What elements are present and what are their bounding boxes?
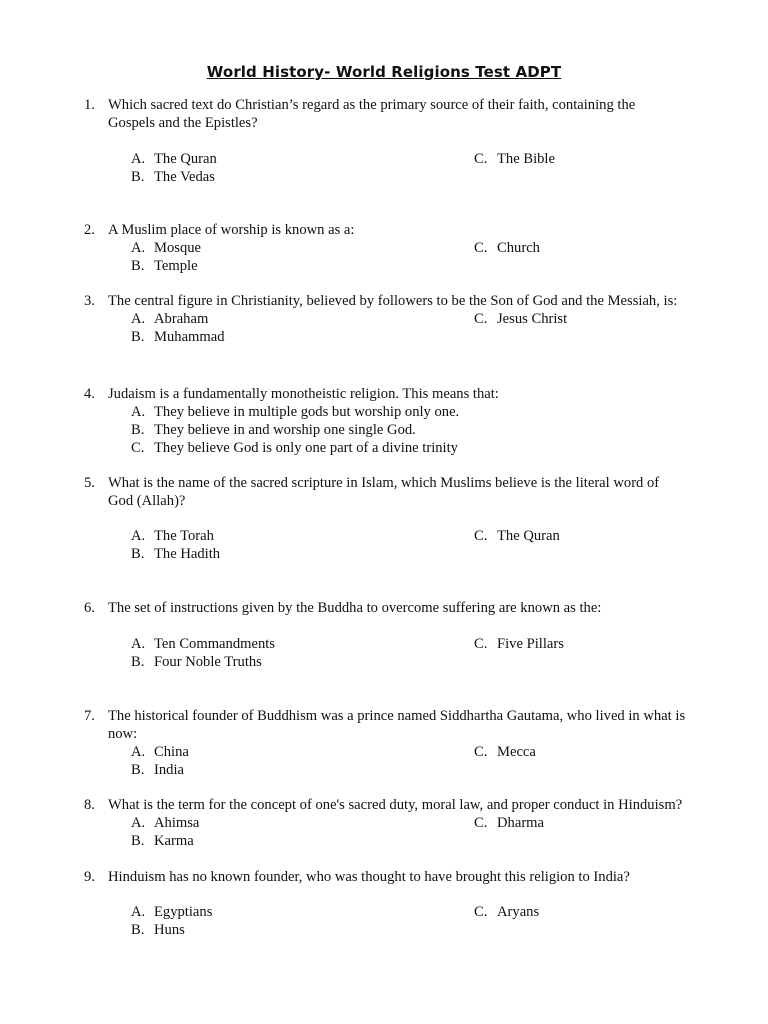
option-text: Five Pillars: [497, 636, 564, 652]
option-text: They believe in multiple gods but worship only one.: [154, 404, 460, 420]
option-text: Huns: [154, 922, 185, 938]
option-text: China: [154, 744, 189, 760]
option-text: Karma: [154, 833, 194, 849]
option-letter: C.: [474, 636, 488, 652]
question-number: 1.: [84, 97, 95, 113]
option-letter: A.: [131, 240, 146, 256]
question-text: The historical founder of Buddhism was a prince named Siddhartha Gautama, who lived in what is: [108, 708, 686, 724]
option-text: The Quran: [154, 151, 217, 167]
option-text: Egyptians: [154, 904, 213, 920]
question-number: 6.: [84, 600, 95, 616]
option-letter: C.: [474, 744, 488, 760]
question-text: Gospels and the Epistles?: [108, 115, 258, 131]
option-text: Dharma: [497, 815, 545, 831]
option-letter: A.: [131, 636, 146, 652]
question-text: The central figure in Christianity, believed by followers to be the Son of God and the Messiah, is:: [108, 293, 678, 309]
option-text: Temple: [154, 258, 198, 274]
option-text: Aryans: [497, 904, 540, 920]
option-text: They believe in and worship one single God.: [154, 422, 416, 438]
option-letter: C.: [474, 151, 488, 167]
option-text: The Vedas: [154, 169, 215, 185]
question-number: 8.: [84, 797, 95, 813]
question-text: Which sacred text do Christian’s regard as the primary source of their faith, containing the: [108, 97, 636, 113]
option-text: Ten Commandments: [154, 636, 275, 652]
question-number: 2.: [84, 222, 95, 238]
option-text: The Hadith: [154, 546, 221, 562]
option-text: The Torah: [154, 528, 214, 544]
option-text: The Quran: [497, 528, 560, 544]
question-text: God (Allah)?: [108, 493, 186, 509]
option-letter: C.: [474, 311, 488, 327]
option-text: The Bible: [497, 151, 555, 167]
option-text: Muhammad: [154, 329, 225, 345]
option-letter: A.: [131, 151, 146, 167]
option-text: Mosque: [154, 240, 202, 256]
option-letter: A.: [131, 744, 146, 760]
question-text: What is the name of the sacred scripture in Islam, which Muslims believe is the literal word of: [108, 475, 660, 491]
option-letter: C.: [474, 815, 488, 831]
question-text: A Muslim place of worship is known as a:: [108, 222, 355, 238]
option-text: Abraham: [154, 311, 209, 327]
question-number: 3.: [84, 293, 95, 309]
document-title: World History- World Religions Test ADPT: [206, 63, 562, 81]
option-letter: B.: [131, 422, 145, 438]
option-letter: B.: [131, 546, 145, 562]
option-text: India: [154, 762, 184, 778]
option-letter: B.: [131, 833, 145, 849]
option-text: Four Noble Truths: [154, 654, 262, 670]
option-text: Jesus Christ: [497, 311, 568, 327]
option-text: Mecca: [497, 744, 536, 760]
option-letter: B.: [131, 329, 145, 345]
option-letter: B.: [131, 922, 145, 938]
option-letter: B.: [131, 654, 145, 670]
option-letter: B.: [131, 169, 145, 185]
question-number: 4.: [84, 386, 95, 402]
option-letter: C.: [474, 240, 488, 256]
option-letter: B.: [131, 762, 145, 778]
option-letter: C.: [474, 528, 488, 544]
question-text: Judaism is a fundamentally monotheistic religion. This means that:: [108, 386, 499, 402]
option-letter: A.: [131, 311, 146, 327]
question-text: Hinduism has no known founder, who was thought to have brought this religion to India?: [108, 869, 630, 885]
option-letter: A.: [131, 904, 146, 920]
question-number: 7.: [84, 708, 95, 724]
option-letter: A.: [131, 528, 146, 544]
option-text: Ahimsa: [154, 815, 200, 831]
option-text: Church: [497, 240, 540, 256]
option-letter: A.: [131, 404, 146, 420]
question-text: now:: [108, 726, 138, 742]
question-text: What is the term for the concept of one's sacred duty, moral law, and proper conduct in Hinduism?: [108, 797, 683, 813]
option-letter: C.: [131, 440, 145, 456]
question-number: 5.: [84, 475, 95, 491]
question-text: The set of instructions given by the Buddha to overcome suffering are known as the:: [108, 600, 602, 616]
option-text: They believe God is only one part of a divine trinity: [154, 440, 458, 456]
question-number: 9.: [84, 869, 95, 885]
option-letter: A.: [131, 815, 146, 831]
option-letter: B.: [131, 258, 145, 274]
option-letter: C.: [474, 904, 488, 920]
